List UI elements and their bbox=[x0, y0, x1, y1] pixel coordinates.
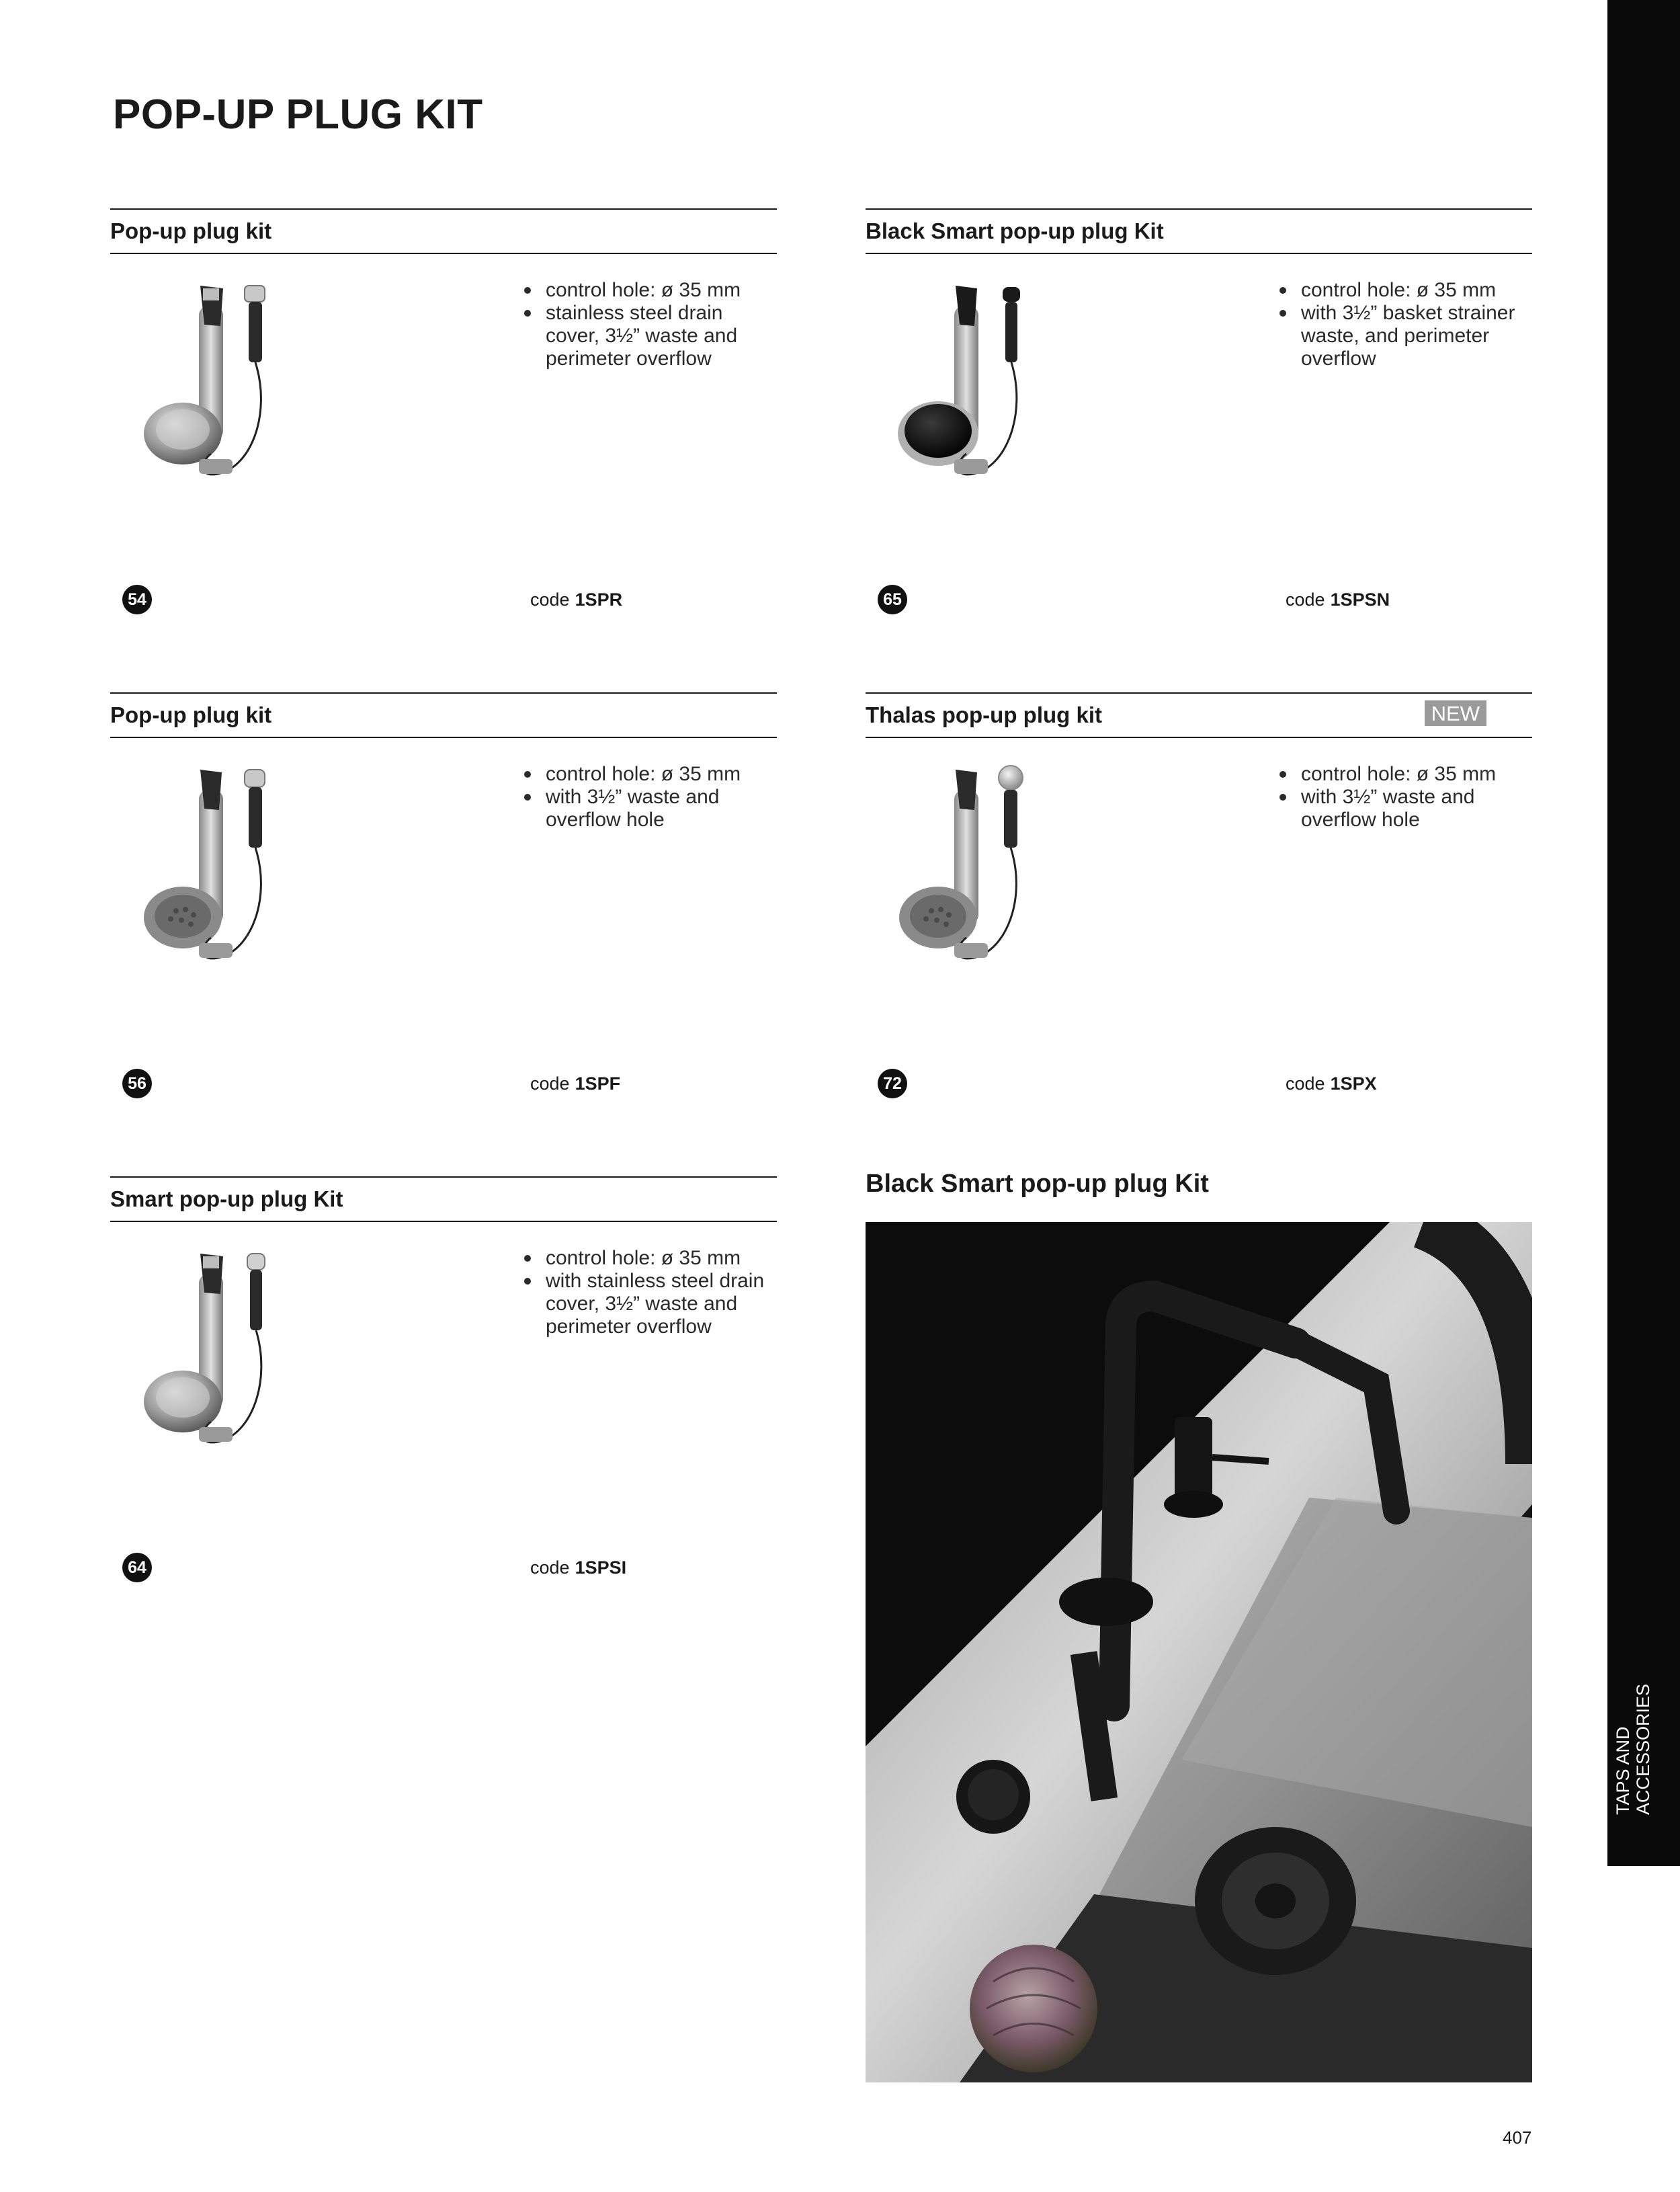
side-tab-line: TAPS AND bbox=[1613, 1726, 1633, 1815]
code-prefix: code bbox=[1286, 1073, 1325, 1094]
product-title: Pop-up plug kit bbox=[110, 218, 272, 243]
feature-list bbox=[520, 279, 779, 370]
photo-title: Black Smart pop-up plug Kit bbox=[866, 1170, 1209, 1198]
section-side-tab bbox=[1607, 0, 1680, 1866]
product-title-bar bbox=[110, 208, 777, 254]
product-code bbox=[530, 1557, 626, 1578]
product-code bbox=[1286, 590, 1390, 610]
new-badge: NEW bbox=[1425, 700, 1486, 726]
pop-up-plug-kit-icon bbox=[137, 1247, 352, 1462]
product-card bbox=[110, 1176, 777, 1580]
product-card bbox=[110, 208, 777, 612]
code-prefix: code bbox=[530, 590, 570, 610]
feature-list bbox=[1275, 763, 1534, 831]
product-card bbox=[866, 692, 1532, 1096]
code-value: 1SPR bbox=[575, 590, 623, 610]
feature-item: control hole: ø 35 mm bbox=[1275, 279, 1534, 302]
pop-up-plug-kit-icon bbox=[137, 763, 352, 978]
page-number: 407 bbox=[1503, 2127, 1532, 2148]
feature-item: control hole: ø 35 mm bbox=[520, 1247, 779, 1270]
feature-item: with stainless steel drain cover, 3½” waste and perimeter overflow bbox=[520, 1270, 779, 1338]
kitchen-sink-photo-icon bbox=[866, 1222, 1532, 2082]
feature-item: with 3½” basket strainer waste, and perimeter overflow bbox=[1275, 302, 1534, 370]
feature-item: with 3½” waste and overflow hole bbox=[1275, 786, 1534, 831]
product-title: Smart pop-up plug Kit bbox=[110, 1186, 343, 1211]
product-number-badge: 65 bbox=[878, 585, 907, 614]
feature-item: control hole: ø 35 mm bbox=[520, 279, 779, 302]
product-number-badge: 54 bbox=[122, 585, 152, 614]
product-title-bar bbox=[866, 692, 1532, 738]
feature-list bbox=[520, 1247, 779, 1338]
code-prefix: code bbox=[530, 1073, 570, 1094]
product-code bbox=[1286, 1073, 1377, 1094]
product-title: Pop-up plug kit bbox=[110, 702, 272, 727]
pop-up-plug-kit-icon bbox=[892, 763, 1107, 978]
pop-up-plug-kit-icon bbox=[137, 279, 352, 494]
feature-list bbox=[1275, 279, 1534, 370]
code-value: 1SPSI bbox=[575, 1557, 627, 1578]
product-title: Thalas pop-up plug kit bbox=[866, 702, 1102, 727]
product-card bbox=[866, 208, 1532, 612]
product-title-bar bbox=[110, 692, 777, 738]
code-prefix: code bbox=[530, 1557, 570, 1578]
product-number-badge: 56 bbox=[122, 1069, 152, 1098]
side-tab-label bbox=[1613, 1680, 1653, 1815]
code-prefix: code bbox=[1286, 590, 1325, 610]
product-title-bar bbox=[110, 1176, 777, 1222]
product-card bbox=[110, 692, 777, 1096]
pop-up-plug-kit-icon bbox=[892, 279, 1107, 494]
feature-item: stainless steel drain cover, 3½” waste and perimeter overflow bbox=[520, 302, 779, 370]
feature-list bbox=[520, 763, 779, 831]
page-title: POP-UP PLUG KIT bbox=[113, 91, 483, 138]
product-number-badge: 64 bbox=[122, 1553, 152, 1582]
code-value: 1SPSN bbox=[1330, 590, 1390, 610]
product-code bbox=[530, 1073, 620, 1094]
code-value: 1SPX bbox=[1330, 1073, 1377, 1094]
code-value: 1SPF bbox=[575, 1073, 621, 1094]
product-code bbox=[530, 590, 622, 610]
side-tab-line: ACCESSORIES bbox=[1633, 1683, 1653, 1815]
product-number-badge: 72 bbox=[878, 1069, 907, 1098]
product-title-bar bbox=[866, 208, 1532, 254]
product-title: Black Smart pop-up plug Kit bbox=[866, 218, 1164, 243]
feature-item: control hole: ø 35 mm bbox=[1275, 763, 1534, 786]
feature-item: control hole: ø 35 mm bbox=[520, 763, 779, 786]
feature-item: with 3½” waste and overflow hole bbox=[520, 786, 779, 831]
